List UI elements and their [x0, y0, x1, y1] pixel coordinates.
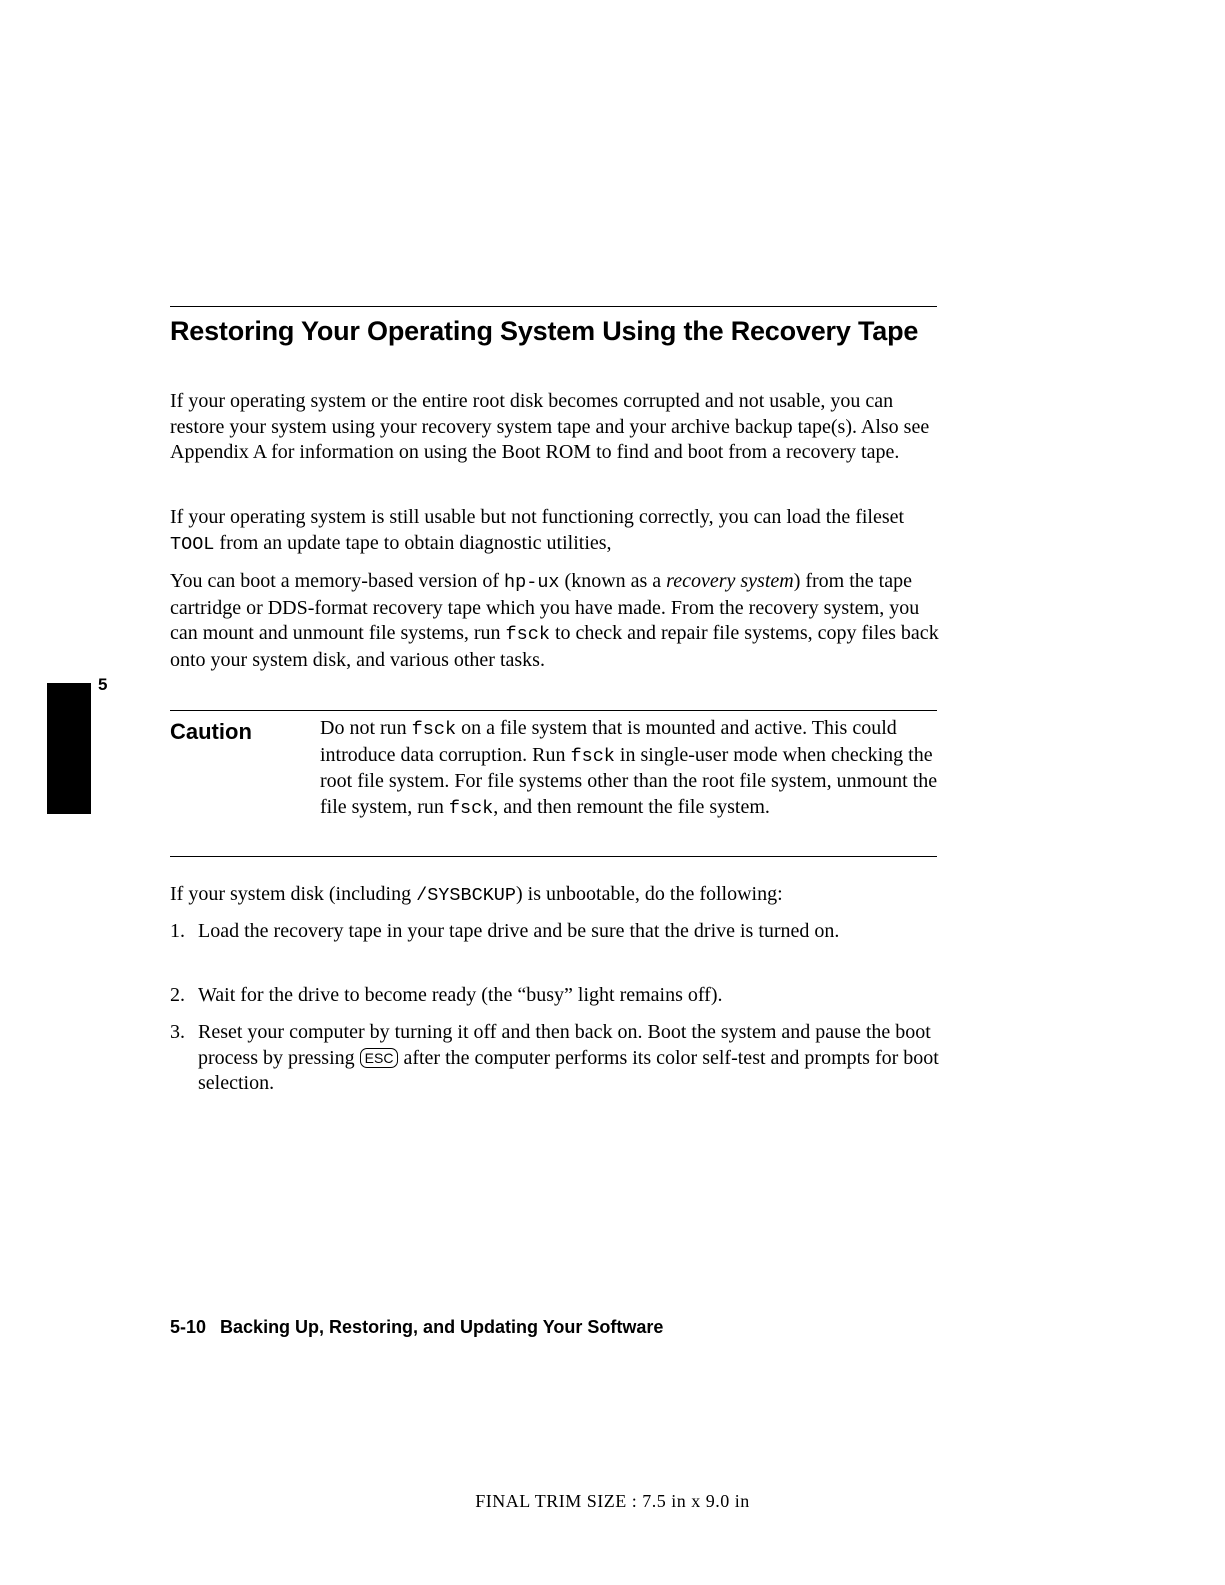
- paragraph-restore-intro: If your operating system or the entire root disk becomes corrupted and not usable, you can restore your system using your recovery system tape and your archive backup tape(s). Also see Appendix A for information on using the Boot ROM to find and boot from a recovery tape.: [170, 390, 930, 464]
- list-number: 1.: [170, 920, 185, 942]
- text-span: after the computer performs its color self-test and prompts for boot selection.: [198, 1046, 939, 1095]
- text-span: Do not run: [320, 717, 412, 739]
- page-footer: [170, 1317, 663, 1338]
- esc-key: ESC: [360, 1048, 399, 1068]
- title-rule: [170, 306, 937, 307]
- text-span: to check and repair file systems, copy files back onto your system disk, and various other tasks.: [170, 622, 939, 671]
- list-text: [198, 1020, 940, 1097]
- text-span: , and then remount the file system.: [493, 795, 770, 818]
- text-span: (known as a: [559, 570, 667, 592]
- list-item: [170, 919, 940, 945]
- caution-top-rule: [170, 710, 937, 711]
- section-title: Restoring Your Operating System Using the Recovery Tape: [170, 316, 919, 346]
- caution-bottom-rule: [170, 856, 937, 857]
- paragraph-unbootable-intro: [170, 882, 940, 909]
- list-number: 3.: [170, 1021, 185, 1043]
- text-span: If your system disk (including: [170, 883, 417, 905]
- text-span: ) is unbootable, do the following:: [516, 883, 783, 905]
- list-item: [170, 1020, 940, 1097]
- code-fsck: fsck: [505, 624, 550, 646]
- list-number: 2.: [170, 984, 185, 1006]
- page-number: 5-10: [170, 1317, 207, 1337]
- trim-size-note: FINAL TRIM SIZE : 7.5 in x 9.0 in: [475, 1491, 750, 1511]
- code-fsck: fsck: [570, 745, 615, 767]
- code-hp-ux: hp-ux: [504, 572, 560, 593]
- text-span: in single-user mode when checking the root file system. For file systems other than the root file system, unmount the file system, run: [320, 743, 938, 818]
- code-fsck: fsck: [448, 797, 494, 819]
- code-fsck: fsck: [411, 719, 457, 740]
- paragraph-tool-fileset: [170, 505, 940, 557]
- caution-text: [320, 716, 940, 821]
- text-span: If your operating system is still usable but not functioning correctly, you can load the fileset: [170, 506, 905, 528]
- footer-title: Backing Up, Restoring, and Updating Your Software: [220, 1317, 664, 1337]
- text-span: Reset your computer by turning it off and then back on. Boot the system and pause the boot process by pressing: [198, 1021, 931, 1069]
- text-span: You can boot a memory-based version of: [170, 570, 505, 592]
- paragraph-recovery-system: [170, 569, 940, 673]
- list-text: Load the recovery tape in your tape drive and be sure that the drive is turned on.: [198, 920, 840, 942]
- chapter-tab-marker: [47, 683, 91, 814]
- caution-label: Caution: [170, 719, 252, 744]
- list-text: Wait for the drive to become ready (the “busy” light remains off).: [198, 984, 723, 1006]
- text-span: from an update tape to obtain diagnostic utilities,: [214, 531, 612, 554]
- code-sysbckup: /SYSBCKUP: [416, 885, 517, 906]
- text-span: on a file system that is mounted and active. This could introduce data corruption. Run: [320, 717, 897, 766]
- code-tool: TOOL: [170, 533, 215, 555]
- chapter-tab-number: 5: [98, 675, 108, 694]
- text-span: ) from the tape cartridge or DDS-format recovery tape which you have made. From the recovery system, you can mount and unmount file systems, run: [170, 570, 920, 645]
- emphasis-recovery-system: recovery system: [666, 570, 794, 592]
- list-item: [170, 983, 940, 1009]
